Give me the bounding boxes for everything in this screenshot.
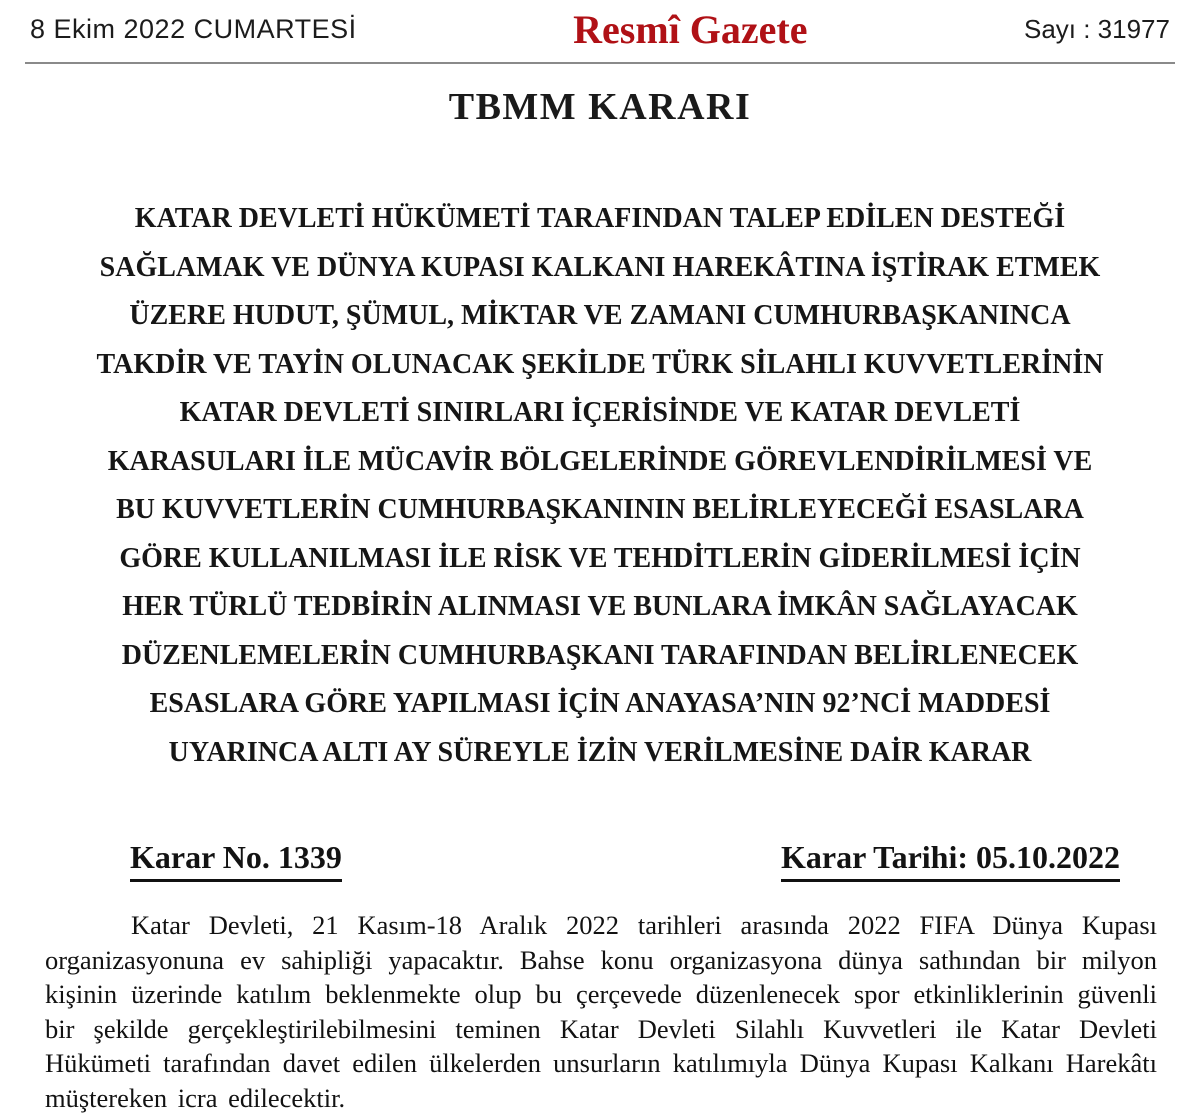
decision-title-line: TAKDİR VE TAYİN OLUNACAK ŞEKİLDE TÜRK SİLAHLI KUVVETLERİNİN [96,348,1104,380]
decision-title-line: KARASULARI İLE MÜCAVİR BÖLGELERİNDE GÖREVLENDİRİLMESİ VE [107,445,1093,477]
decision-title-line: ESASLARA GÖRE YAPILMASI İÇİN ANAYASA’NIN 92’NCİ MADDESİ [149,688,1051,719]
decision-body-paragraph: Katar Devleti, 21 Kasım-18 Aralık 2022 tarihleri arasında 2022 FIFA Dünya Kupası organizasyonuna ev sahipliği yapacaktır. Bahse konu organizasyona dünya sathından bir milyon kişinin üzerinde katılım beklenmekte olup bu çerçevede düzenlenecek spor etkinliklerinin güvenli bir şekilde gerçekleştirilebilmesini teminen Katar Devleti Silahlı Kuvvetleri ile Katar Devleti Hükümeti tarafından davet edilen ülkelerden unsurların katılımıyla Dünya Kupası Kalkanı Harekâtı müştereken icra edilecektir. [45,910,1157,1113]
decision-title-line: HER TÜRLÜ TEDBİRİN ALINMASI VE BUNLARA İMKÂN SAĞLAYACAK [122,591,1078,622]
decision-title-line: GÖRE KULLANILMASI İLE RİSK VE TEHDİTLERİN GİDERİLMESİ İÇİN [119,542,1081,574]
decision-title-line: SAĞLAMAK VE DÜNYA KUPASI KALKANI HAREKÂTINA İŞTİRAK ETMEK [99,251,1101,283]
gazette-issue-number: Sayı : 31977 [1023,14,1170,44]
decision-title-line: UYARINCA ALTI AY SÜREYLE İZİN VERİLMESİNE DAİR KARAR [168,736,1032,768]
gazette-masthead [0,0,1200,62]
gazette-title: Resmî Gazete [573,7,808,52]
decision-title-line: KATAR DEVLETİ SINIRLARI İÇERİSİNDE VE KATAR DEVLETİ [179,397,1021,428]
decision-meta-row [0,839,1200,882]
decision-date: Karar Tarihi: 05.10.2022 [781,839,1120,882]
masthead-divider [25,62,1175,64]
decision-title-block [50,195,1150,777]
gazette-date: 8 Ekim 2022 CUMARTESİ [30,14,357,44]
decision-title-line: DÜZENLEMELERİN CUMHURBAŞKANI TARAFINDAN BELİRLENECEK [121,639,1079,671]
decision-number: Karar No. 1339 [130,839,342,882]
section-heading-tbmm-karari: TBMM KARARI [448,86,752,128]
decision-title-line: BU KUVVETLERİN CUMHURBAŞKANININ BELİRLEYECEĞİ ESASLARA [116,494,1084,525]
decision-title-line: KATAR DEVLETİ HÜKÜMETİ TARAFINDAN TALEP EDİLEN DESTEĞİ [134,203,1066,234]
decision-title-line: ÜZERE HUDUT, ŞÜMUL, MİKTAR VE ZAMANI CUMHURBAŞKANINCA [129,300,1071,331]
